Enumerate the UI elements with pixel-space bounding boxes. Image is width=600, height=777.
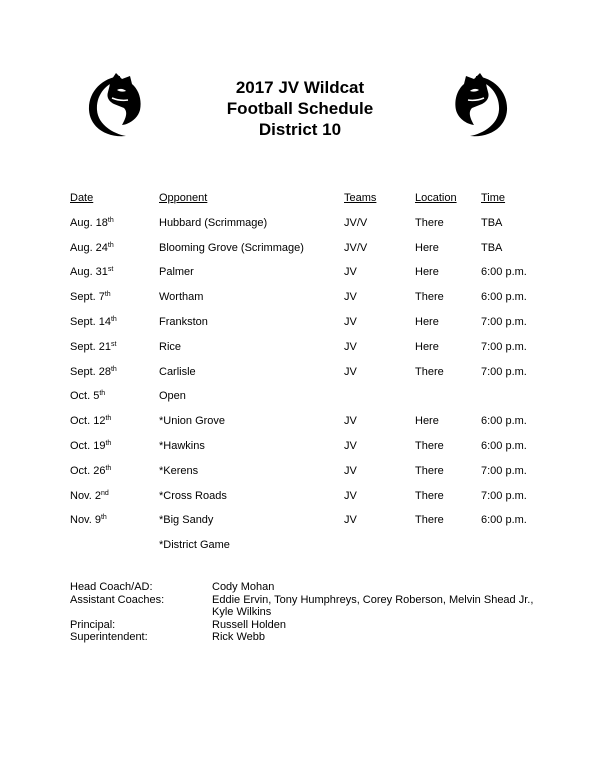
game-location: Here (415, 315, 439, 328)
game-teams: JV (344, 489, 357, 502)
schedule-table (0, 191, 600, 563)
table-row (0, 439, 600, 464)
game-date: Sept. 21st (70, 340, 117, 353)
game-location: Here (415, 340, 439, 353)
game-time: 6:00 p.m. (481, 291, 527, 304)
staff-role: Principal: (70, 618, 116, 631)
staff-row (70, 631, 542, 644)
header-date: Date (70, 192, 94, 204)
game-time: 7:00 p.m. (481, 365, 527, 378)
table-row (0, 365, 600, 390)
date-suffix: th (107, 241, 114, 249)
game-date: Sept. 28th (70, 365, 117, 378)
game-teams: JV (344, 291, 357, 304)
date-suffix: th (104, 291, 111, 299)
game-location: There (415, 365, 444, 378)
staff-name: Rick Webb (212, 631, 265, 643)
game-date: Oct. 5th (70, 390, 106, 403)
game-time: 6:00 p.m. (481, 439, 527, 452)
game-date: Sept. 14th (70, 315, 117, 328)
game-date: Oct. 12th (70, 415, 112, 428)
table-row (0, 513, 600, 538)
game-location: There (415, 439, 444, 452)
game-time: 7:00 p.m. (481, 315, 527, 328)
page-title (0, 77, 600, 140)
date-suffix: th (107, 216, 114, 224)
staff-role: Head Coach/AD: (70, 581, 153, 593)
game-location: There (415, 514, 444, 527)
game-location: Here (415, 266, 439, 279)
game-opponent: Open (159, 390, 186, 403)
game-teams: JV (344, 415, 357, 428)
date-suffix: th (100, 514, 107, 522)
table-row (0, 340, 600, 365)
table-row (0, 216, 600, 241)
game-teams: JV (344, 266, 357, 279)
district-footnote: *District Game (159, 539, 230, 552)
game-teams: JV (344, 439, 357, 452)
game-opponent: Wortham (159, 291, 204, 304)
date-suffix: th (110, 315, 117, 323)
game-time: 7:00 p.m. (481, 340, 527, 353)
game-teams: JV (344, 340, 357, 353)
header-teams: Teams (344, 192, 377, 204)
game-teams: JV (344, 365, 357, 378)
game-date: Oct. 26th (70, 464, 112, 477)
game-date: Aug. 31st (70, 266, 114, 279)
game-opponent: Palmer (159, 266, 194, 279)
game-time: 6:00 p.m. (481, 266, 527, 279)
staff-name: Russell Holden (212, 618, 286, 631)
game-date: Aug. 24th (70, 241, 114, 254)
date-suffix: th (105, 439, 112, 447)
game-location: Here (415, 241, 439, 254)
staff-role: Superintendent: (70, 631, 148, 643)
game-opponent: Rice (159, 340, 182, 353)
game-time: TBA (481, 241, 503, 254)
game-opponent: *Cross Roads (159, 489, 227, 502)
game-date: Nov. 9th (70, 514, 107, 527)
header-time: Time (481, 192, 506, 204)
date-suffix: th (105, 415, 112, 423)
game-opponent: *Union Grove (159, 415, 226, 428)
game-teams: JV (344, 315, 357, 328)
game-opponent: *Hawkins (159, 439, 205, 452)
game-location: There (415, 291, 444, 304)
game-opponent: Carlisle (159, 365, 196, 378)
game-time: 6:00 p.m. (481, 415, 527, 428)
table-row (0, 265, 600, 290)
game-date: Aug. 18th (70, 216, 114, 229)
title-line-3: District 10 (258, 120, 342, 139)
game-time: 7:00 p.m. (481, 489, 527, 502)
game-teams: JV/V (344, 216, 368, 229)
table-row (0, 489, 600, 514)
table-row (0, 464, 600, 489)
game-opponent: Hubbard (Scrimmage) (159, 216, 268, 229)
game-teams: JV (344, 514, 357, 527)
game-opponent: Frankston (159, 315, 208, 328)
game-location: There (415, 464, 444, 477)
footnote-row (0, 538, 600, 563)
game-time: 7:00 p.m. (481, 464, 527, 477)
game-opponent: *Kerens (159, 464, 199, 477)
date-suffix: st (110, 340, 117, 348)
date-suffix: th (105, 464, 112, 472)
game-location: There (415, 216, 444, 229)
table-row (0, 414, 600, 439)
game-date: Oct. 19th (70, 439, 112, 452)
title-line-2: Football Schedule (226, 99, 374, 118)
date-suffix: st (107, 266, 114, 274)
staff-name: Cody Mohan (212, 581, 275, 593)
game-location: Here (415, 415, 439, 428)
staff-row (70, 581, 542, 594)
date-suffix: th (99, 390, 106, 398)
table-row (0, 389, 600, 414)
game-opponent: Blooming Grove (Scrimmage) (159, 241, 304, 254)
staff-name: Eddie Ervin, Tony Humphreys, Corey Roberson, Melvin Shead Jr., Kyle Wilkins (212, 593, 534, 618)
staff-list (70, 581, 542, 644)
game-teams: JV (344, 464, 357, 477)
game-location: There (415, 489, 444, 502)
game-opponent: *Big Sandy (159, 514, 214, 527)
date-suffix: th (110, 365, 117, 373)
game-time: 6:00 p.m. (481, 514, 527, 527)
table-row (0, 315, 600, 340)
staff-row (70, 594, 542, 619)
game-date: Nov. 2nd (70, 489, 109, 502)
header-location: Location (415, 192, 457, 204)
date-suffix: nd (100, 489, 109, 497)
game-teams: JV/V (344, 241, 368, 254)
table-row (0, 241, 600, 266)
game-date: Sept. 7th (70, 291, 111, 304)
table-row (0, 290, 600, 315)
title-line-1: 2017 JV Wildcat (235, 78, 365, 97)
table-header-row (0, 191, 600, 216)
header-opponent: Opponent (159, 192, 208, 204)
staff-role: Assistant Coaches: (70, 593, 165, 606)
staff-row (70, 619, 542, 632)
game-time: TBA (481, 216, 503, 229)
